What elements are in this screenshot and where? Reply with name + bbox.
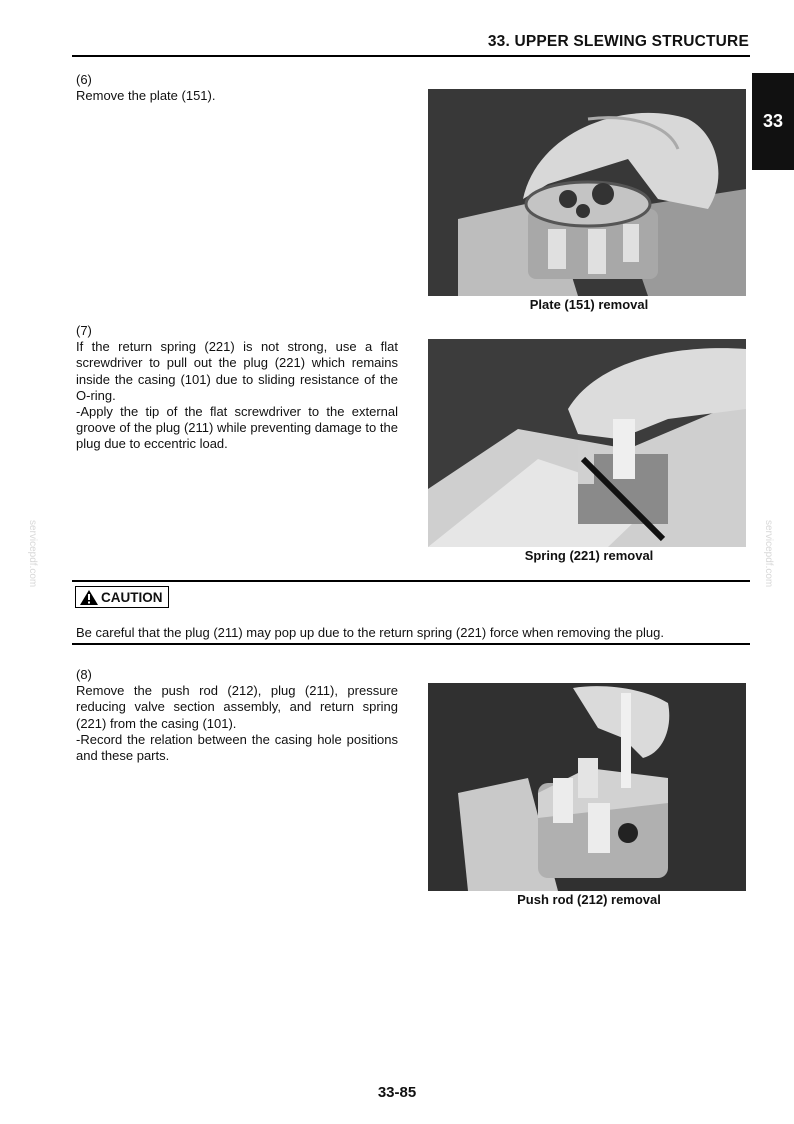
- caution-top-rule: [72, 580, 750, 582]
- caution-bottom-rule: [72, 643, 750, 645]
- caution-badge: [75, 586, 169, 608]
- page-number: 33-85: [377, 1084, 417, 1101]
- figure-caption: Push rod (212) removal: [517, 892, 661, 907]
- step-6: [76, 72, 398, 104]
- warning-icon: [79, 589, 99, 606]
- caution-label: CAUTION: [101, 589, 163, 605]
- step-text: If the return spring (221) is not strong, use a flat screwdriver to pull out the plug (221) which remains inside the casing (101) due to sliding resistance of the O-ring.: [76, 339, 398, 403]
- figure-caption: Plate (151) removal: [529, 297, 649, 312]
- caution-text: Be careful that the plug (211) may pop up due to the return spring (221) force when removing the plug.: [76, 625, 664, 640]
- step-text: Remove the plate (151).: [76, 88, 216, 104]
- header-rule: [72, 55, 750, 57]
- photo-push-rod-removal: [428, 683, 746, 891]
- photo-spring-removal: [428, 339, 746, 547]
- photo-plate-removal: [428, 89, 746, 296]
- step-number: (8): [76, 667, 92, 682]
- step-8: [76, 667, 398, 764]
- section-tab: 33: [752, 73, 794, 170]
- figure-caption: Spring (221) removal: [524, 548, 654, 563]
- page-header-title: 33. UPPER SLEWING STRUCTURE: [487, 33, 749, 50]
- step-text: Remove the push rod (212), plug (211), pressure reducing valve section assembly, and return spring (221) from the casing (101).: [76, 683, 398, 731]
- watermark-right: servicepdf.com: [763, 520, 774, 588]
- step-7: [76, 323, 398, 453]
- step-text: -Apply the tip of the flat screwdriver to the external groove of the plug (211) while preventing damage to the plug due to eccentric load.: [76, 404, 398, 452]
- watermark-left: servicepdf.com: [27, 520, 38, 588]
- step-number: (7): [76, 323, 92, 338]
- step-number: (6): [76, 72, 92, 87]
- step-text: -Record the relation between the casing hole positions and these parts.: [76, 731, 398, 764]
